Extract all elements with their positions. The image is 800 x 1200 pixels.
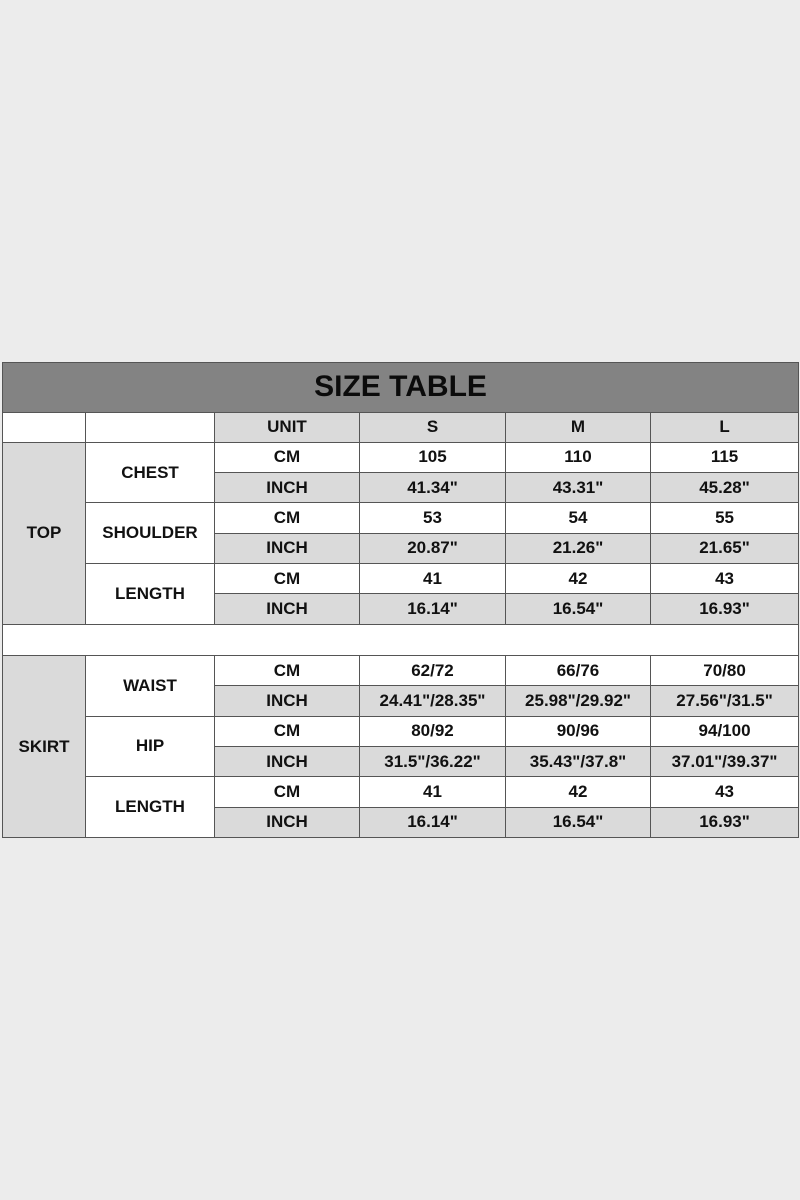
value-cell: 35.43"/37.8": [506, 746, 651, 776]
value-cell: 16.54": [506, 807, 651, 837]
value-cell: 37.01"/39.37": [651, 746, 799, 776]
value-cell: 41: [360, 564, 506, 594]
value-cell: 43.31": [506, 473, 651, 503]
unit-cell: INCH: [215, 533, 360, 563]
value-cell: 42: [506, 777, 651, 807]
unit-cell: CM: [215, 442, 360, 472]
header-size-l: L: [651, 412, 799, 442]
value-cell: 42: [506, 564, 651, 594]
measurement-label-chest: CHEST: [86, 442, 215, 503]
unit-cell: INCH: [215, 473, 360, 503]
value-cell: 21.65": [651, 533, 799, 563]
unit-cell: INCH: [215, 594, 360, 624]
value-cell: 16.14": [360, 594, 506, 624]
value-cell: 43: [651, 564, 799, 594]
unit-cell: CM: [215, 716, 360, 746]
value-cell: 16.93": [651, 807, 799, 837]
value-cell: 16.14": [360, 807, 506, 837]
value-cell: 53: [360, 503, 506, 533]
value-cell: 66/76: [506, 656, 651, 686]
value-cell: 43: [651, 777, 799, 807]
value-cell: 20.87": [360, 533, 506, 563]
measurement-label-waist: WAIST: [86, 656, 215, 717]
unit-cell: INCH: [215, 746, 360, 776]
unit-cell: CM: [215, 564, 360, 594]
value-cell: 70/80: [651, 656, 799, 686]
value-cell: 25.98"/29.92": [506, 686, 651, 716]
value-cell: 105: [360, 442, 506, 472]
value-cell: 110: [506, 442, 651, 472]
value-cell: 90/96: [506, 716, 651, 746]
measurement-label-shoulder: SHOULDER: [86, 503, 215, 564]
table-title: SIZE TABLE: [3, 363, 799, 413]
value-cell: 16.93": [651, 594, 799, 624]
value-cell: 16.54": [506, 594, 651, 624]
unit-cell: INCH: [215, 807, 360, 837]
section-label-skirt: SKIRT: [3, 656, 86, 838]
unit-cell: CM: [215, 777, 360, 807]
header-blank-cell: [86, 412, 215, 442]
measurement-label-length: LENGTH: [86, 564, 215, 625]
unit-cell: INCH: [215, 686, 360, 716]
header-size-m: M: [506, 412, 651, 442]
value-cell: 41.34": [360, 473, 506, 503]
value-cell: 94/100: [651, 716, 799, 746]
value-cell: 54: [506, 503, 651, 533]
unit-cell: CM: [215, 656, 360, 686]
value-cell: 45.28": [651, 473, 799, 503]
size-table: [2, 362, 799, 838]
section-label-top: TOP: [3, 442, 86, 624]
value-cell: 27.56"/31.5": [651, 686, 799, 716]
header-unit: UNIT: [215, 412, 360, 442]
header-blank-cell: [3, 412, 86, 442]
unit-cell: CM: [215, 503, 360, 533]
value-cell: 31.5"/36.22": [360, 746, 506, 776]
value-cell: 41: [360, 777, 506, 807]
measurement-label-hip: HIP: [86, 716, 215, 777]
section-divider: [3, 624, 799, 655]
value-cell: 55: [651, 503, 799, 533]
measurement-label-length: LENGTH: [86, 777, 215, 838]
value-cell: 21.26": [506, 533, 651, 563]
value-cell: 115: [651, 442, 799, 472]
value-cell: 62/72: [360, 656, 506, 686]
value-cell: 24.41"/28.35": [360, 686, 506, 716]
header-size-s: S: [360, 412, 506, 442]
value-cell: 80/92: [360, 716, 506, 746]
